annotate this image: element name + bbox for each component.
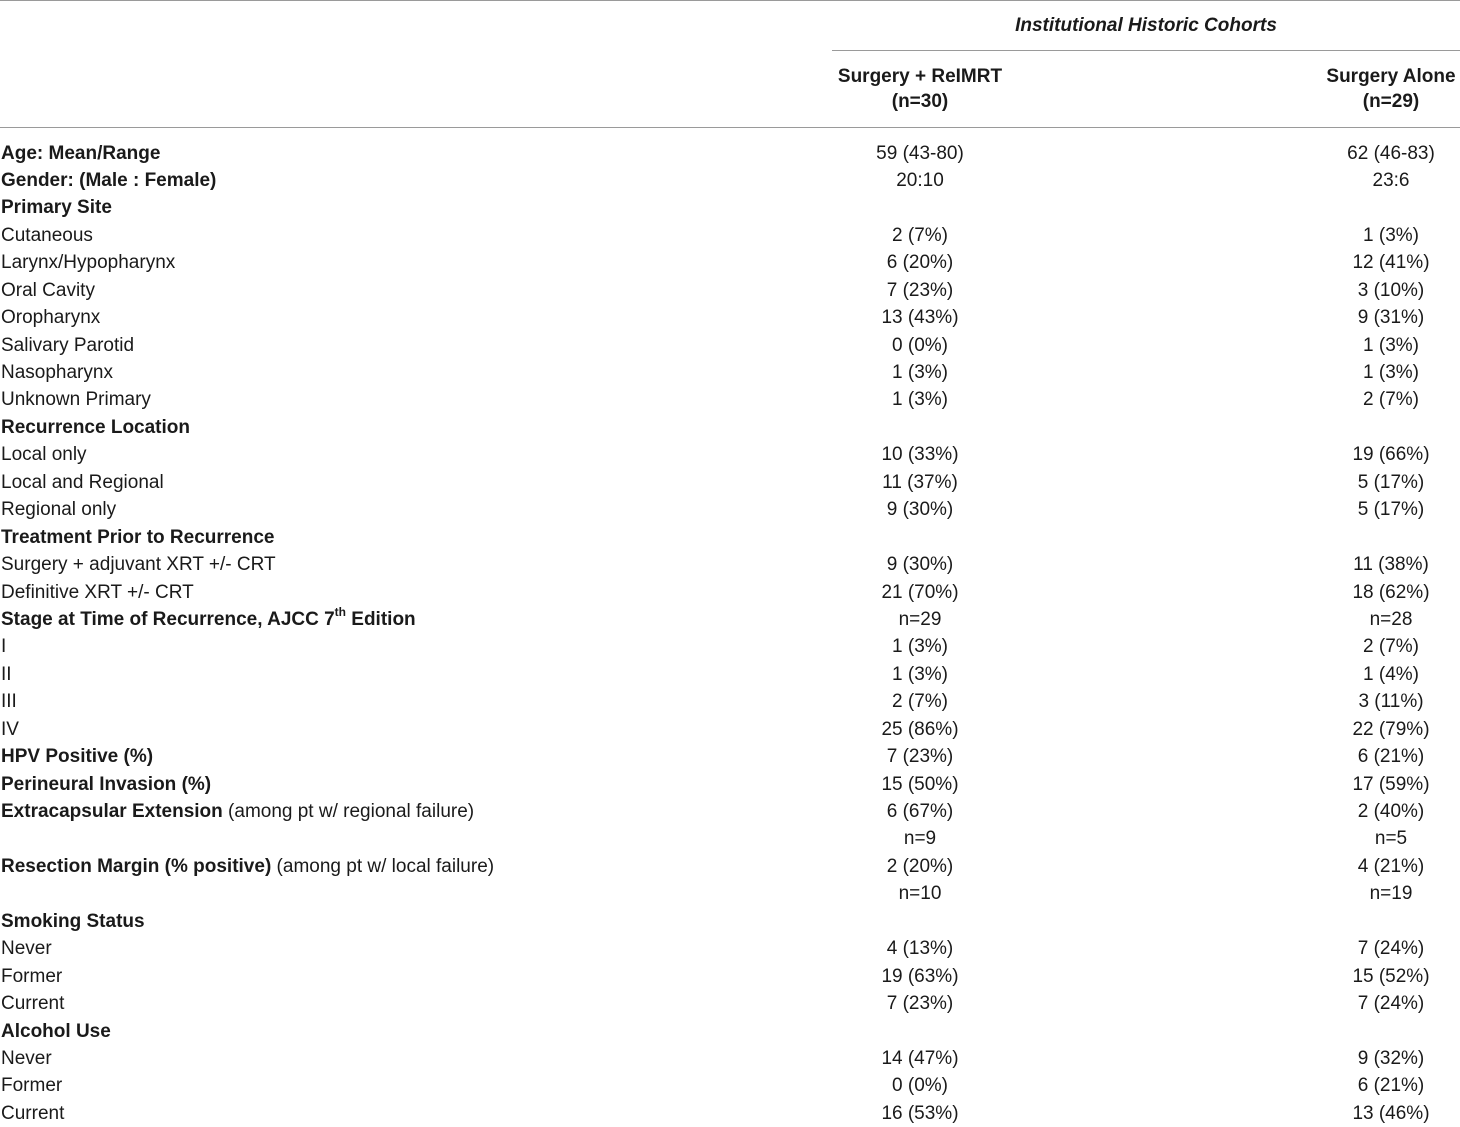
row-label-text: Oral Cavity <box>1 280 95 301</box>
row-label-note: (among pt w/ regional failure) <box>223 801 474 822</box>
table-row <box>0 1100 1460 1127</box>
row-label-superscript: th <box>335 605 346 619</box>
table-row <box>0 1045 1460 1072</box>
cell-surgery-alone: 3 (10%) <box>1260 277 1460 304</box>
cell-surgery-reimrt: 1 (3%) <box>770 661 1070 688</box>
table-row <box>0 441 1460 468</box>
table-row <box>0 579 1460 606</box>
table-row <box>0 496 1460 523</box>
cell-surgery-alone: 9 (32%) <box>1260 1045 1460 1072</box>
cell-surgery-reimrt: 9 (30%) <box>770 496 1070 523</box>
row-label <box>1 524 274 551</box>
cell-surgery-alone: 7 (24%) <box>1260 935 1460 962</box>
table-row <box>0 798 1460 825</box>
cell-surgery-alone: 1 (3%) <box>1260 222 1460 249</box>
cell-surgery-alone: 4 (21%) <box>1260 853 1460 880</box>
table-row <box>0 194 1460 221</box>
row-label <box>1 1072 62 1099</box>
row-label-text: Former <box>1 966 62 987</box>
row-label-text: I <box>1 636 6 657</box>
cell-surgery-reimrt: 11 (37%) <box>770 469 1070 496</box>
table-row <box>0 990 1460 1017</box>
cell-surgery-reimrt: 1 (3%) <box>770 359 1070 386</box>
cell-surgery-reimrt: 59 (43-80) <box>770 140 1070 167</box>
cell-surgery-alone: 1 (3%) <box>1260 332 1460 359</box>
row-label-text: Definitive XRT +/- CRT <box>1 582 194 603</box>
row-label-text: Former <box>1 1075 62 1096</box>
cell-surgery-reimrt: 10 (33%) <box>770 441 1070 468</box>
row-label-text: Current <box>1 1103 64 1124</box>
table-row <box>0 140 1460 167</box>
row-label-suffix: Edition <box>346 609 416 630</box>
cell-surgery-reimrt: n=29 <box>770 606 1070 633</box>
row-label <box>1 414 190 441</box>
table-row <box>0 716 1460 743</box>
cell-surgery-alone: 11 (38%) <box>1260 551 1460 578</box>
table-top-rule <box>0 0 1460 1</box>
row-label <box>1 853 494 880</box>
cell-surgery-reimrt: 0 (0%) <box>770 1072 1070 1099</box>
cell-surgery-reimrt: 9 (30%) <box>770 551 1070 578</box>
row-label <box>1 688 17 715</box>
cell-surgery-reimrt: 2 (20%) <box>770 853 1070 880</box>
row-label <box>1 798 474 825</box>
cell-surgery-reimrt: 4 (13%) <box>770 935 1070 962</box>
row-label <box>1 935 52 962</box>
row-label <box>1 332 134 359</box>
cell-surgery-alone: 9 (31%) <box>1260 304 1460 331</box>
cell-surgery-reimrt: 7 (23%) <box>770 277 1070 304</box>
row-label-text: Perineural Invasion (%) <box>1 774 211 795</box>
column-header-surgery-alone-count: (n=29) <box>1260 89 1460 114</box>
table-row <box>0 963 1460 990</box>
table-row <box>0 825 1460 852</box>
row-label-text: Local only <box>1 444 87 465</box>
cell-surgery-alone: 7 (24%) <box>1260 990 1460 1017</box>
row-label-text: III <box>1 691 17 712</box>
cell-surgery-reimrt: 6 (67%) <box>770 798 1070 825</box>
cell-surgery-alone: 6 (21%) <box>1260 1072 1460 1099</box>
column-header-surgery-reimrt-count: (n=30) <box>770 89 1070 114</box>
row-label-text: Resection Margin (% positive) <box>1 856 271 877</box>
cell-surgery-reimrt: 1 (3%) <box>770 633 1070 660</box>
cell-surgery-reimrt: 16 (53%) <box>770 1100 1070 1127</box>
row-label-note: (among pt w/ local failure) <box>271 856 494 877</box>
row-label <box>1 496 116 523</box>
column-header-surgery-alone-title: Surgery Alone <box>1260 64 1460 89</box>
table-row <box>0 332 1460 359</box>
row-label <box>1 661 12 688</box>
row-label-text: Recurrence Location <box>1 417 190 438</box>
table-row <box>0 414 1460 441</box>
table-row <box>0 771 1460 798</box>
row-label <box>1 743 153 770</box>
cell-surgery-alone: 2 (40%) <box>1260 798 1460 825</box>
row-label-text: Regional only <box>1 499 116 520</box>
cell-surgery-alone: 13 (46%) <box>1260 1100 1460 1127</box>
row-label <box>1 963 62 990</box>
column-header-surgery-reimrt-title: Surgery + ReIMRT <box>770 64 1070 89</box>
row-label-text: Oropharynx <box>1 307 100 328</box>
table-row <box>0 304 1460 331</box>
column-header-surgery-reimrt <box>770 64 1070 114</box>
cell-surgery-reimrt: 2 (7%) <box>770 688 1070 715</box>
column-header-surgery-alone <box>1260 64 1460 114</box>
table-row <box>0 633 1460 660</box>
cohort-group-header: Institutional Historic Cohorts <box>832 14 1460 38</box>
cell-surgery-alone: n=19 <box>1260 880 1460 907</box>
table-row <box>0 359 1460 386</box>
row-label <box>1 908 145 935</box>
row-label-text: Primary Site <box>1 197 112 218</box>
cell-surgery-reimrt: 14 (47%) <box>770 1045 1070 1072</box>
header-bottom-rule <box>0 127 1460 128</box>
row-label-text: HPV Positive (%) <box>1 746 153 767</box>
table-row <box>0 277 1460 304</box>
cell-surgery-reimrt: 19 (63%) <box>770 963 1070 990</box>
row-label-text: Current <box>1 993 64 1014</box>
cell-surgery-reimrt: 21 (70%) <box>770 579 1070 606</box>
cell-surgery-alone: 19 (66%) <box>1260 441 1460 468</box>
cell-surgery-reimrt: n=10 <box>770 880 1070 907</box>
table-body <box>0 140 1460 1127</box>
cell-surgery-alone: 17 (59%) <box>1260 771 1460 798</box>
row-label <box>1 990 64 1017</box>
cell-surgery-alone: 5 (17%) <box>1260 496 1460 523</box>
cell-surgery-alone: 2 (7%) <box>1260 633 1460 660</box>
cell-surgery-alone: n=5 <box>1260 825 1460 852</box>
cell-surgery-reimrt: 15 (50%) <box>770 771 1070 798</box>
row-label <box>1 633 6 660</box>
row-label <box>1 771 211 798</box>
row-label <box>1 359 113 386</box>
cell-surgery-reimrt: n=9 <box>770 825 1070 852</box>
row-label-text: Alcohol Use <box>1 1021 111 1042</box>
row-label-text: Nasopharynx <box>1 362 113 383</box>
row-label <box>1 469 164 496</box>
row-label <box>1 1018 111 1045</box>
row-label <box>1 386 151 413</box>
row-label <box>1 167 216 194</box>
table-row <box>0 935 1460 962</box>
table-row <box>0 1072 1460 1099</box>
table-row <box>0 222 1460 249</box>
table-row <box>0 469 1460 496</box>
cell-surgery-alone: 12 (41%) <box>1260 249 1460 276</box>
table-row <box>0 908 1460 935</box>
row-label <box>1 716 19 743</box>
cell-surgery-alone: 18 (62%) <box>1260 579 1460 606</box>
table-row <box>0 661 1460 688</box>
row-label-text: Local and Regional <box>1 472 164 493</box>
cell-surgery-reimrt: 20:10 <box>770 167 1070 194</box>
row-label <box>1 140 160 167</box>
cell-surgery-reimrt: 6 (20%) <box>770 249 1070 276</box>
table-row <box>0 743 1460 770</box>
table-row <box>0 386 1460 413</box>
cell-surgery-alone: 1 (3%) <box>1260 359 1460 386</box>
row-label-text: Surgery + adjuvant XRT +/- CRT <box>1 554 276 575</box>
row-label <box>1 551 276 578</box>
table-row <box>0 551 1460 578</box>
row-label-text: Gender: (Male : Female) <box>1 170 216 191</box>
table-row <box>0 606 1460 633</box>
cell-surgery-reimrt: 7 (23%) <box>770 743 1070 770</box>
row-label-text: Extracapsular Extension <box>1 801 223 822</box>
row-label-text: Age: Mean/Range <box>1 143 160 164</box>
cell-surgery-alone: 2 (7%) <box>1260 386 1460 413</box>
cell-surgery-alone: 1 (4%) <box>1260 661 1460 688</box>
row-label-text: Never <box>1 1048 52 1069</box>
row-label-text: Unknown Primary <box>1 389 151 410</box>
row-label <box>1 304 100 331</box>
row-label-text: Cutaneous <box>1 225 93 246</box>
cell-surgery-alone: n=28 <box>1260 606 1460 633</box>
cell-surgery-reimrt: 1 (3%) <box>770 386 1070 413</box>
row-label <box>1 222 93 249</box>
row-label-text: Larynx/Hypopharynx <box>1 252 175 273</box>
cell-surgery-reimrt: 2 (7%) <box>770 222 1070 249</box>
table-row <box>0 524 1460 551</box>
cell-surgery-reimrt: 0 (0%) <box>770 332 1070 359</box>
row-label-text: IV <box>1 719 19 740</box>
row-label-text: Smoking Status <box>1 911 145 932</box>
cell-surgery-alone: 15 (52%) <box>1260 963 1460 990</box>
cell-surgery-alone: 62 (46-83) <box>1260 140 1460 167</box>
table-row <box>0 880 1460 907</box>
cell-surgery-alone: 23:6 <box>1260 167 1460 194</box>
cell-surgery-reimrt: 7 (23%) <box>770 990 1070 1017</box>
row-label-text: Stage at Time of Recurrence, AJCC 7 <box>1 609 335 630</box>
row-label-text: Treatment Prior to Recurrence <box>1 527 274 548</box>
table-row <box>0 853 1460 880</box>
row-label <box>1 1045 52 1072</box>
row-label <box>1 441 87 468</box>
row-label <box>1 277 95 304</box>
row-label-text: Salivary Parotid <box>1 335 134 356</box>
cell-surgery-reimrt: 13 (43%) <box>770 304 1070 331</box>
row-label <box>1 1100 64 1127</box>
cell-surgery-alone: 6 (21%) <box>1260 743 1460 770</box>
row-label <box>1 606 416 633</box>
table-row <box>0 167 1460 194</box>
row-label-text: II <box>1 664 12 685</box>
cell-surgery-alone: 3 (11%) <box>1260 688 1460 715</box>
table-row <box>0 1018 1460 1045</box>
row-label-text: Never <box>1 938 52 959</box>
cell-surgery-alone: 22 (79%) <box>1260 716 1460 743</box>
row-label <box>1 579 194 606</box>
row-label <box>1 194 112 221</box>
cohort-group-rule <box>832 50 1460 51</box>
cell-surgery-reimrt: 25 (86%) <box>770 716 1070 743</box>
row-label <box>1 249 175 276</box>
cell-surgery-alone: 5 (17%) <box>1260 469 1460 496</box>
table-row <box>0 249 1460 276</box>
table-row <box>0 688 1460 715</box>
